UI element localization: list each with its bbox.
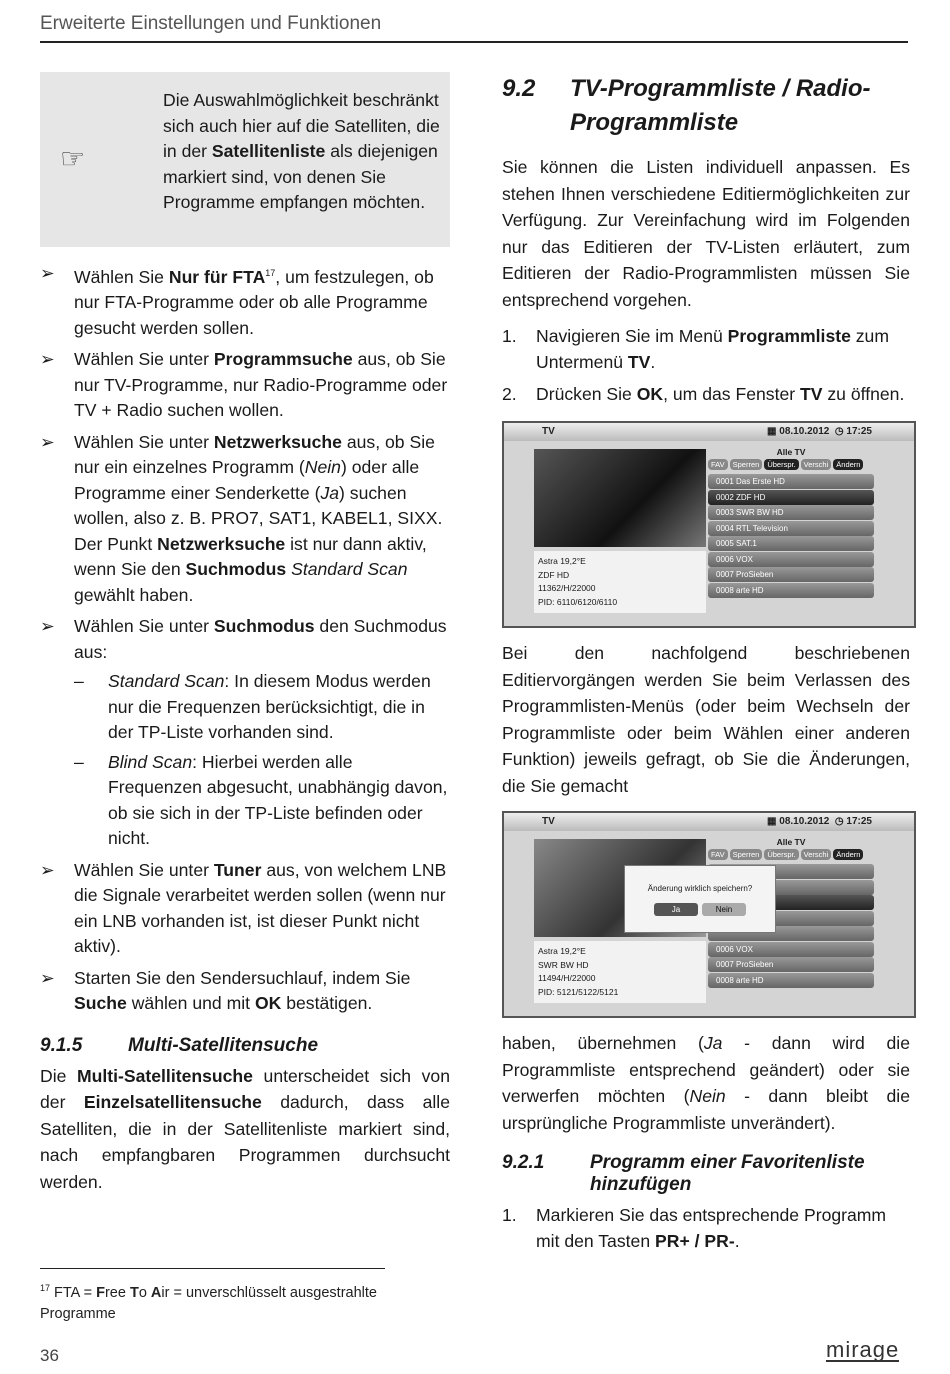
channel-row: 0007 ProSieben: [708, 567, 874, 582]
note-box: [40, 72, 450, 247]
calendar-icon: ▦: [767, 426, 780, 437]
no-button: Nein: [702, 903, 746, 916]
numbered-step: 1. Markieren Sie das entsprechende Programm mit den Tasten PR+ / PR-.: [502, 1205, 887, 1251]
header-title: Erweiterte Einstellungen und Funktionen: [40, 13, 382, 34]
section-heading: 9.2.1 Programm einer Favoritenliste hinzufügen: [502, 1152, 865, 1195]
section-paragraph: Bei den nachfolgend beschriebenen Editiervorgängen werden Sie beim Verlassen des Programmlisten-Menüs (oder beim Wechseln der Programmliste oder beim Wählen einer anderen Funktion) jeweils gefragt, ob Sie die Änderungen, die Sie gemacht: [502, 643, 910, 796]
channel-list: Alle TV FAV Sperren Überspr. Verschi Ändern 0006 VOX 0007 ProSieben 0008 arte HD: [708, 837, 874, 988]
pointing-hand-icon: ☞: [60, 143, 86, 174]
clock-icon: ◷: [834, 816, 847, 827]
channel-row: 0001 Das Erste HD: [708, 474, 874, 489]
tv-list-screenshot: TV ▦ 08.10.2012 ◷ 17:25 Astra 19,2°E ZDF HD 11362/H/22000 PID: 6110/6120/6110 Alle TV FAV Sperren Überspr. Verschi Ändern 0001 Das Erste HD 0002 ZDF HD 0003 SWR BW HD 0004 RTL Television 0005 SAT.1 0006 VOX 0007 ProSieben 0008 arte HD: [502, 421, 916, 628]
dash-item: – Blind Scan: Hierbei werden alle Frequenzen abgesucht, unabhängig davon, ob sie sich in der TP-Liste befinden oder nicht.: [74, 751, 448, 849]
arrow-bullet-icon: ➢: [40, 349, 55, 370]
arrow-bullet-icon: ➢: [40, 859, 55, 880]
arrow-bullet-icon: ➢: [40, 967, 55, 988]
channel-info: Astra 19,2°E ZDF HD 11362/H/22000 PID: 6110/6120/6110: [534, 551, 706, 613]
section-heading: 9.1.5 Multi-Satellitensuche: [40, 1034, 319, 1056]
channel-info: Astra 19,2°E SWR BW HD 11494/H/22000 PID: 5121/5122/5121: [534, 941, 706, 1003]
channel-row: 0004 RTL Television: [708, 521, 874, 536]
video-preview: [534, 449, 706, 547]
dash-item: – Standard Scan: In diesem Modus werden nur die Frequenzen berücksichtigt, die in der TP-Liste vorhanden sind.: [74, 671, 431, 743]
numbered-step: 1. Navigieren Sie im Menü Programmliste zum Untermenü TV.: [502, 326, 890, 372]
bullet-item: ➢ Wählen Sie unter Netzwerksuche aus, ob Sie nur ein einzelnes Programm (Nein) oder alle Programme einer Senderkette (Ja) suchen wollen, also z. B. PRO7, SAT1, KABEL1, SIXX. Der Punkt Netzwerksuche ist nur dann aktiv, wenn Sie den Suchmodus Standard Scan gewählt haben.: [40, 431, 443, 605]
channel-row: 0008 arte HD: [708, 583, 874, 598]
channel-row: 0008 arte HD: [708, 973, 874, 988]
yes-button: Ja: [654, 903, 698, 916]
channel-row: 0005 SAT.1: [708, 536, 874, 551]
bullet-item: ➢ Wählen Sie Nur für FTA$^{17}$, um festzulegen, ob nur FTA-Programme oder ob alle Programme gesucht werden sollen.: [40, 263, 434, 338]
channel-row: 0006 VOX: [708, 552, 874, 567]
bullet-item: ➢ Wählen Sie unter Tuner aus, von welchem LNB die Signale verarbeitet werden sollen (wenn nur ein LNB vorhanden ist, ist dieser Punkt nicht aktiv).: [40, 859, 447, 957]
channel-row: 0007 ProSieben: [708, 957, 874, 972]
section-paragraph: Sie können die Listen individuell anpassen. Es stehen Ihnen verschiedene Editiermöglichkeiten zur Verfügung. Zur Vereinfachung wird im Folgenden nur das Editieren der TV-Listen erläutert, zum Editieren der Radio-Programmlisten müssen Sie entsprechend vorgehen.: [502, 157, 910, 310]
bullet-item: ➢ Wählen Sie unter Programmsuche aus, ob Sie nur TV-Programme, nur Radio-Programme oder TV + Radio suchen wollen.: [40, 349, 448, 421]
mirage-logo: mirage: [826, 1337, 900, 1362]
page-number: 36: [40, 1346, 59, 1365]
running-header: [40, 13, 908, 43]
bullet-item: ➢ Starten Sie den Sendersuchlauf, indem Sie Suche wählen und mit OK bestätigen.: [40, 967, 411, 1014]
calendar-icon: ▦: [767, 816, 780, 827]
save-confirm-dialog: Änderung wirklich speichern? Ja Nein: [624, 865, 776, 933]
clock-icon: ◷: [834, 426, 847, 437]
channel-row: 0002 ZDF HD: [708, 490, 874, 505]
numbered-step: 2. Drücken Sie OK, um das Fenster TV zu öffnen.: [502, 384, 905, 404]
save-dialog-screenshot: TV ▦ 08.10.2012 ◷ 17:25 Astra 19,2°E SWR BW HD 11494/H/22000 PID: 5121/5122/5121 Alle TV FAV Sperren Überspr. Verschi Ändern 0006 VOX 0007 ProSieben 0008 arte HD Änderung wirklich speichern? Ja Nein: [502, 811, 916, 1018]
arrow-bullet-icon: ➢: [40, 616, 55, 637]
section-heading: 9.2 TV-Programmliste / Radio-Programmliste: [502, 75, 871, 136]
bullet-item: ➢ Wählen Sie unter Suchmodus den Suchmodus aus:: [40, 616, 447, 662]
channel-row: 0006 VOX: [708, 942, 874, 957]
footnote-rule: [40, 1268, 385, 1269]
right-column: [502, 72, 910, 1254]
note-text: Die Auswahlmöglichkeit beschränkt sich auch hier auf die Satelliten, die in der Satellitenliste als diejenigen markiert sind, von denen Sie Programme empfangen möchten.: [163, 90, 440, 212]
left-column: [40, 72, 450, 1195]
section-paragraph: Die Multi-Satellitensuche unterscheidet sich von der Einzelsatellitensuche dadurch, dass alle Satelliten, die in der Satellitenliste markiert sind, nach empfangbaren Programmen durchsucht werden.: [40, 1065, 450, 1192]
channel-list: Alle TV FAV Sperren Überspr. Verschi Ändern 0001 Das Erste HD 0002 ZDF HD 0003 SWR BW HD 0004 RTL Television 0005 SAT.1 0006 VOX 0007 ProSieben 0008 arte HD: [708, 447, 874, 598]
footnote: $^{17}$ FTA = Free To Air = unverschlüsselt ausgestrahlte Programme: [40, 1283, 377, 1322]
channel-row: 0003 SWR BW HD: [708, 505, 874, 520]
section-paragraph: haben, übernehmen (Ja - dann wird die Programmliste entsprechend geändert) oder sie verwerfen möchten (Nein - dann bleibt die ursprüngliche Programmliste unverändert).: [502, 1033, 910, 1133]
arrow-bullet-icon: ➢: [40, 263, 55, 283]
arrow-bullet-icon: ➢: [40, 431, 55, 452]
